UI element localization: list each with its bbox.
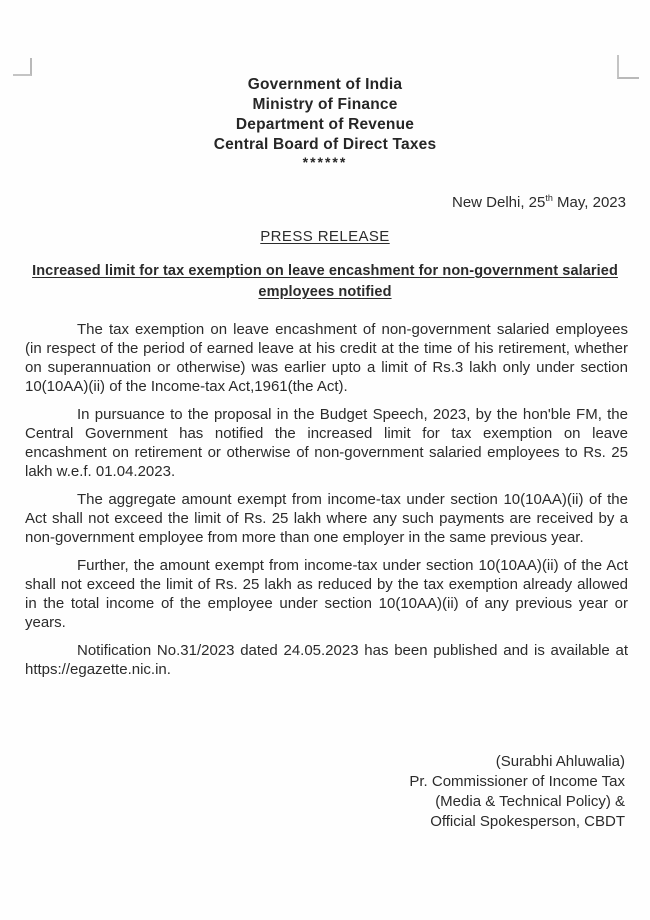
document-title — [25, 261, 625, 303]
signatory-designation: Pr. Commissioner of Income Tax — [409, 773, 625, 790]
document-body — [0, 320, 650, 679]
body-paragraph-aggregate-amount: The aggregate amount exempt from income-tax under section 10(10AA)(ii) of the Act shall not exceed the limit of Rs. 25 lakh where any such payments are received by a non-government employee from more than one employer in the same previous year. — [25, 491, 628, 546]
press-release-label: PRESS RELEASE — [260, 228, 390, 245]
body-paragraph-exemption-earlier-limit: The tax exemption on leave encashment of non-government salaried employees (in respect of the period of earned leave at his credit at the time of his retirement, whether on superannuation or otherwise) was earlier upto a limit of Rs.3 lakh only under section 10(10AA)(ii) of the Income-tax Act,1961(the Act). — [25, 321, 628, 395]
letterhead — [0, 0, 650, 169]
dateline-suffix: May, 2023 — [552, 194, 626, 211]
signatory-name: (Surabhi Ahluwalia) — [495, 753, 625, 770]
body-paragraph-further-limit-reduction: Further, the amount exempt from income-tax under section 10(10AA)(ii) of the Act shall not exceed the limit of Rs. 25 lakh as reduced by the tax exemption already allowed in the total income of the employee under section 10(10AA)(ii) of any previous year or years. — [25, 557, 628, 631]
signatory-designation-unit: (Media & Technical Policy) & — [435, 793, 625, 810]
org-line-ministry: Ministry of Finance — [252, 96, 398, 113]
org-line-department: Department of Revenue — [235, 116, 415, 133]
document-title-line-1: Increased limit for tax exemption on leave encashment for non-government salaried — [32, 263, 618, 279]
dateline-prefix: New Delhi, 25 — [451, 194, 546, 211]
scan-corner-mark-left — [13, 58, 32, 76]
dateline-ordinal: th — [545, 193, 553, 203]
signature-block — [0, 752, 650, 832]
letterhead-separator: ****** — [302, 154, 348, 170]
dateline — [0, 193, 650, 212]
signatory-role: Official Spokesperson, CBDT — [430, 813, 625, 830]
body-paragraph-budget-speech-notification: In pursuance to the proposal in the Budget Speech, 2023, by the hon'ble FM, the Central Government has notified the increased limit for tax exemption on leave encashment on retirement or otherwise of non-government salaried employees to Rs. 25 lakh w.e.f. 01.04.2023. — [25, 406, 628, 480]
document-title-line-2: employees notified — [258, 284, 392, 300]
notification-paragraph: Notification No.31/2023 dated 24.05.2023 has been published and is available at https://egazette.nic.in. — [25, 642, 628, 678]
press-release-heading — [0, 227, 650, 246]
org-line-board: Central Board of Direct Taxes — [213, 136, 437, 153]
org-line-government: Government of India — [247, 76, 403, 93]
scan-corner-mark-right — [617, 55, 639, 79]
